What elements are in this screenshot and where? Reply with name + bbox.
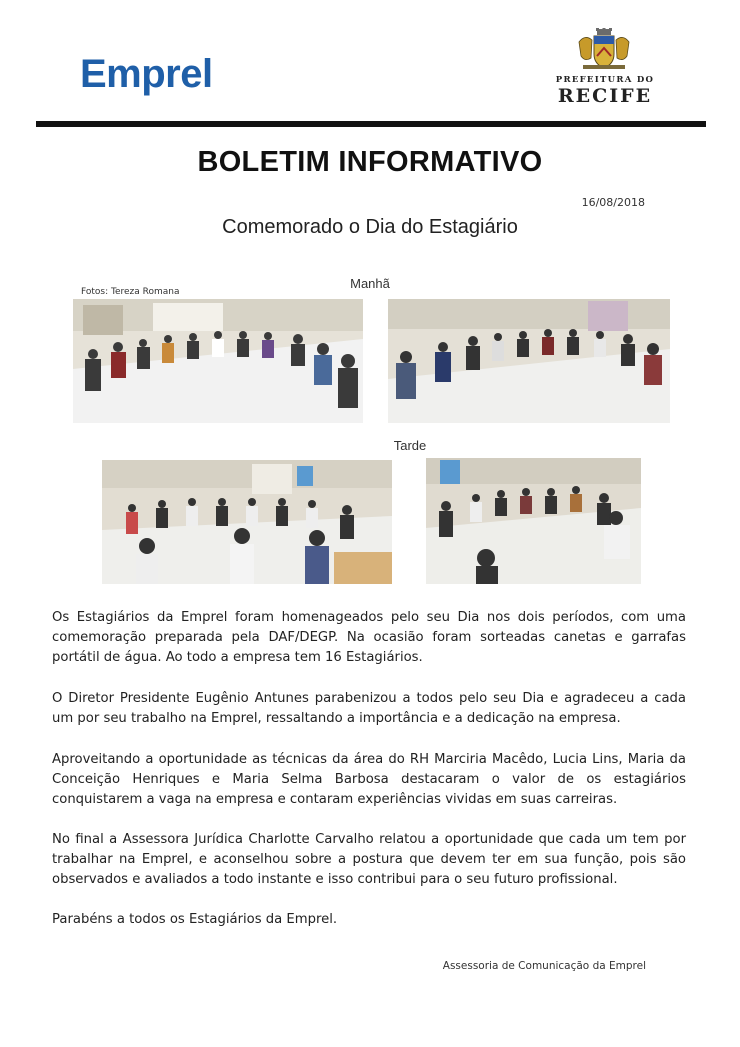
recife-coat-of-arms-icon [575,28,633,70]
bulletin-date: 16/08/2018 [581,196,645,209]
afternoon-caption: Tarde [393,438,427,453]
morning-photo-1 [73,299,363,423]
paragraph-2: O Diretor Presidente Eugênio Antunes parabenizou a todos pelo seu Dia e agradeceu a cada um por seu trabalho na Emprel, ressaltando a importância e a dedicação na empresa. [52,691,686,726]
afternoon-photo-1 [102,460,392,584]
morning-caption: Manhã [350,276,390,291]
prefeitura-label: PREFEITURA DO [555,75,655,85]
bulletin-title: BOLETIM INFORMATIVO [197,146,543,178]
paragraph-3: Aproveitando a oportunidade as técnicas da área do RH Marciria Macêdo, Lucia Lins, Maria da Conceição Henriques e Maria Selma Barbosa destacaram o valor de os estagiários conquistarem a vaga na empresa e contaram experiências vividas em suas carreiras. [52,752,686,807]
recife-label: RECIFE [557,85,653,107]
paragraph-5: Parabéns a todos os Estagiários da Emprel. [52,912,338,927]
footer-signature: Assessoria de Comunicação da Emprel [442,960,646,972]
paragraph-1: Os Estagiários da Emprel foram homenageados pelo seu Dia nos dois períodos, com uma comemoração preparada pela DAF/DEGP. Na ocasião foram sorteadas canetas e garrafas portátil de água. Ao todo a empresa tem 16 Estagiários. [52,610,686,665]
morning-photo-2 [388,299,670,423]
photo-credit: Fotos: Tereza Romana [81,287,180,297]
afternoon-photo-2 [426,458,641,584]
headline: Comemorado o Dia do Estagiário [222,216,518,238]
header-divider [36,121,706,127]
emprel-logo: Emprel [80,52,213,96]
paragraph-4: No final a Assessora Jurídica Charlotte Carvalho relatou a oportunidade que cada um tem por trabalhar na Emprel, e aconselhou sobre a postura que devem ter em sua função, pois são observados e avaliados a todo instante e isso contribui para o seu futuro profissional. [52,832,686,887]
